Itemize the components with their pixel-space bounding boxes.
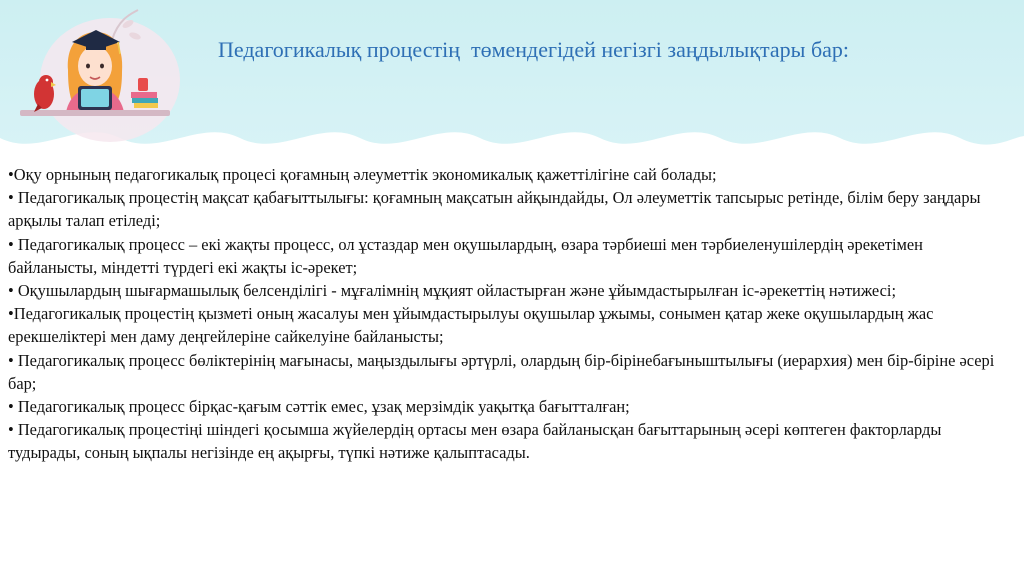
bullet-item: • Педагогикалық процесс – екі жақты процесс, ол ұстаздар мен оқушылардың, өзара тәрбиеші мен тәрбиеленушілердің әрекетімен байланысты, міндетті түрдегі екі жақты іс-әрекет; — [8, 234, 923, 277]
bullet-item: •Оқу орнының педагогикалық процесі қоғамның әлеуметтік экономикалық қажеттілігіне сай болады; — [8, 165, 717, 184]
bullet-item: • Педагогикалық процесс бөліктерінің мағынасы, маңыздылығы әртүрлі, олардың бір-бірінебағыныштылығы (иерархия) мен бір-біріне әсері бар; — [8, 350, 995, 393]
books-icon — [131, 92, 158, 108]
bullet-item: • Педагогикалық процестіңі шіндегі қосымша жүйелердің ортасы мен өзара байланысқан бағыттарының әсері көптеген факторларды тудырады, соның ықпалы негізінде ең ақырғы, түпкі нәтиже қалыптасады. — [8, 420, 942, 463]
bullet-list — [8, 163, 1012, 465]
bullet-item: • Педагогикалық процесс бірқас-қағым сәттік емес, ұзақ мерзімдік уақытқа бағытталған; — [8, 397, 630, 417]
bullet-item: • Оқушылардың шығармашылық белсенділігі - мұғалімнің мұқият ойластырған және ұйымдастырылған іс-әрекеттің нәтижесі; — [8, 281, 896, 301]
bullet-item: • Педагогикалық процестің мақсат қабағыттылығы: қоғамның мақсатын айқындайды, Ол әлеуметтік тапсырыс ретінде, білім беру заңдары арқылы талап етіледі; — [8, 188, 981, 231]
slide-title: Педагогикалық процестің төмендегідей негізгі заңдылықтары бар: — [218, 37, 850, 62]
teacher-illustration-icon — [0, 0, 210, 150]
cup-icon — [138, 78, 148, 91]
bullet-item: •Педагогикалық процестің қызметі оның жасалуы мен ұйымдастырылуы оқушылар ұжымы, сонымен қатар жеке оқушылардың жас ерекшеліктері мен даму деңгейлеріне сайкелуіне байланысты; — [8, 304, 934, 347]
